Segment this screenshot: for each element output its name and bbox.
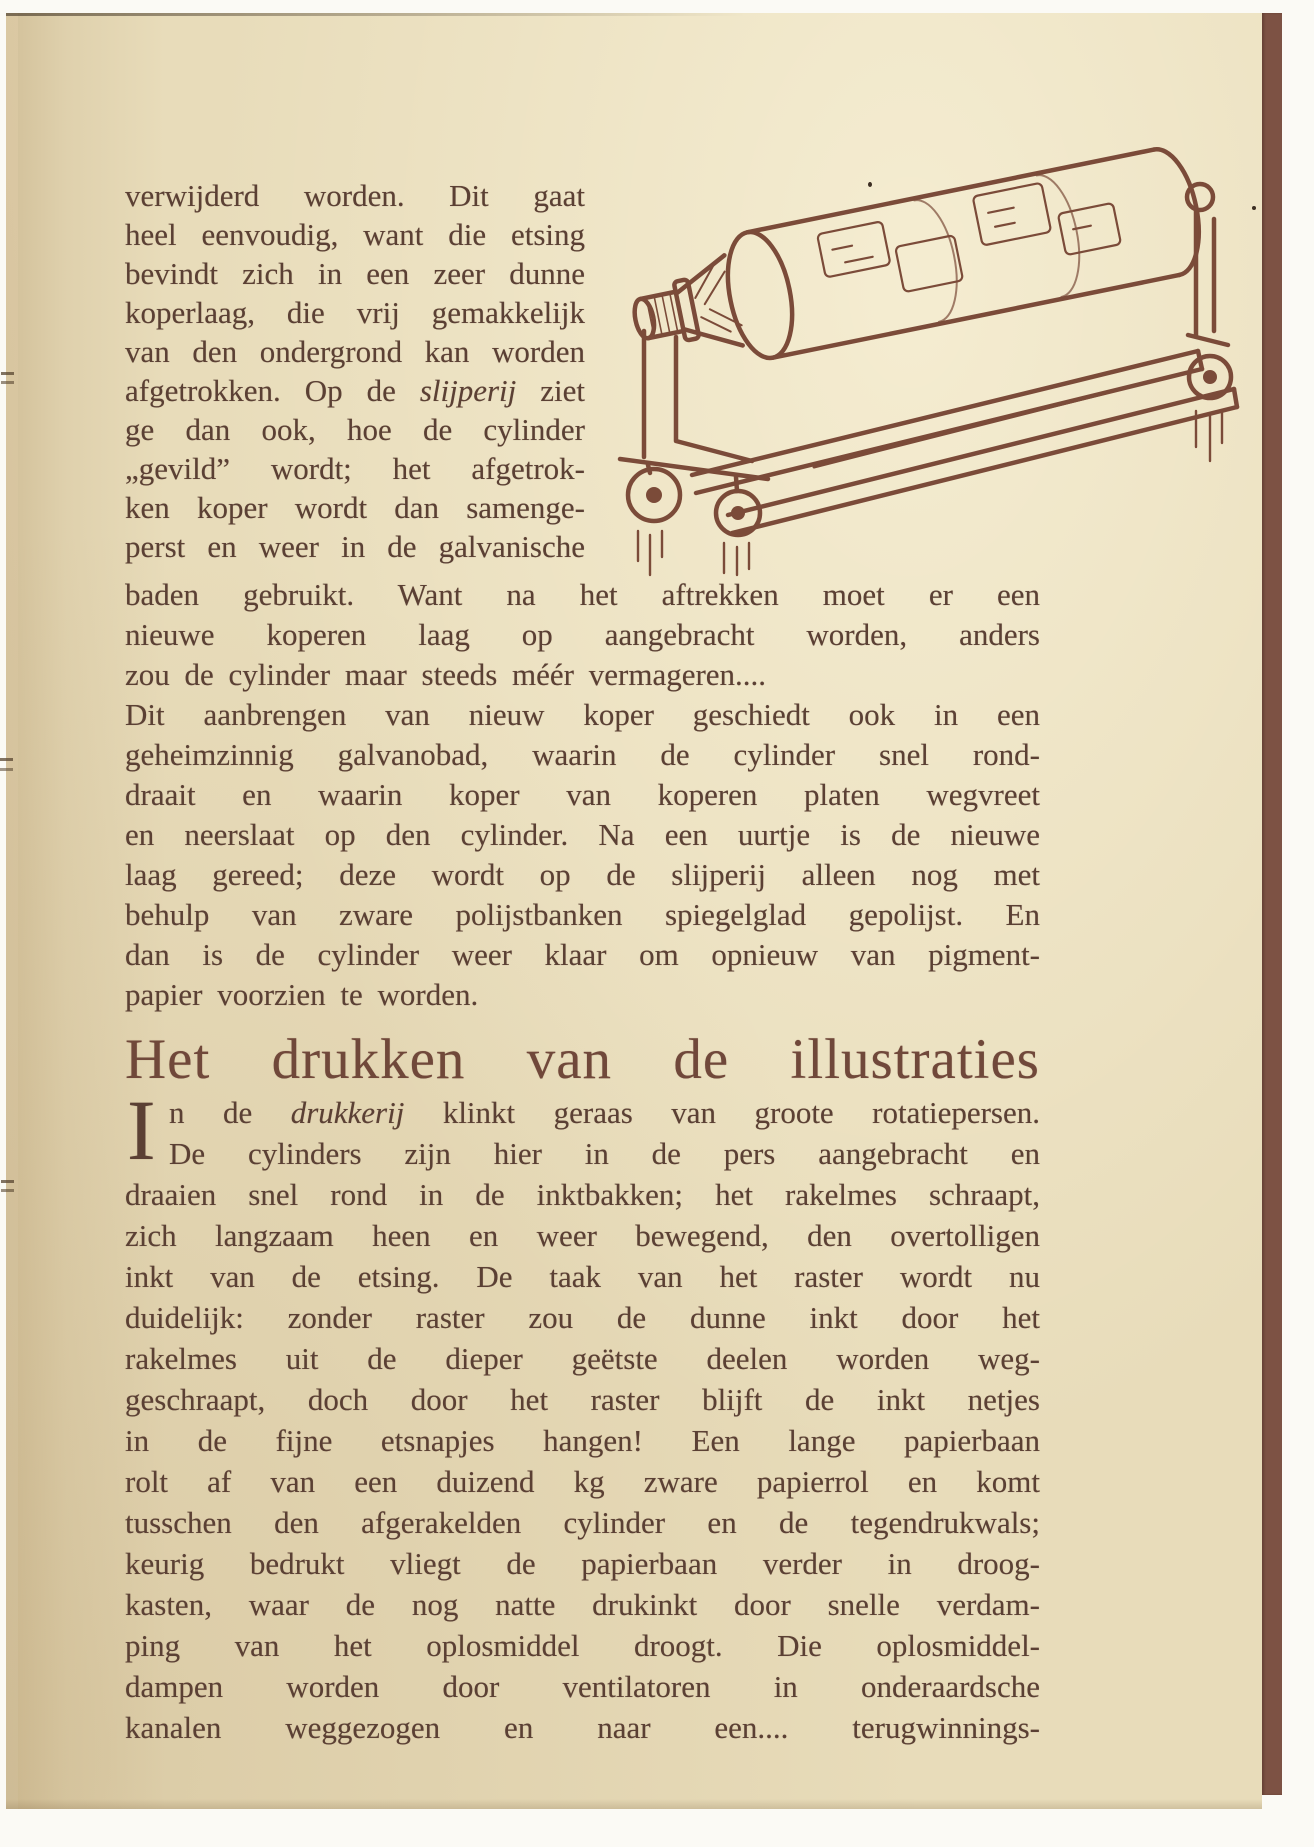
text-line: „gevild” wordt; het afgetrok- (125, 451, 585, 486)
text-line: zich langzaam heen en weer bewegend, den overtolligen (125, 1218, 1040, 1253)
text-line: Dit aanbrengen van nieuw koper geschiedt ook in een (125, 697, 1040, 732)
paragraph-copper-baths (125, 575, 1040, 695)
text-line: draaien snel rond in de inktbakken; het rakelmes schraapt, (125, 1177, 1040, 1212)
text-line: geschraapt, doch door het raster blijft de inkt netjes (125, 1382, 1040, 1417)
text-line: laag gereed; deze wordt op de slijperij alleen nog met (125, 857, 1040, 892)
text-line: bevindt zich in een zeer dunne (125, 256, 585, 291)
text-line: rakelmes uit de dieper geëtste deelen worden weg- (125, 1341, 1040, 1376)
text-line: inkt van de etsing. De taak van het raster wordt nu (125, 1259, 1040, 1294)
text-line: afgetrokken. Op de slijperij ziet (125, 373, 585, 408)
text-line: ping van het oplosmiddel droogt. Die oplosmiddel- (125, 1628, 1040, 1663)
text-line: ken koper wordt dan samenge- (125, 490, 585, 525)
axle-shaft (630, 279, 700, 350)
caster-wheel (628, 465, 680, 575)
text-line: ge dan ook, hoe de cylinder (125, 412, 585, 447)
text-line: geheimzinnig galvanobad, waarin de cylinder snel rond- (125, 737, 1040, 772)
page-bottom-edge (6, 1799, 1262, 1809)
paragraph-drukkerij (125, 1092, 1040, 1748)
text-line: behulp van zware polijstbanken spiegelglad gepolijst. En (125, 897, 1040, 932)
text-line: n de drukkerij klinkt geraas van groote rotatiepersen. (169, 1095, 1040, 1130)
text-line: van den ondergrond kan worden (125, 334, 585, 369)
text-line: nieuwe koperen laag op aangebracht worden, anders (125, 617, 1040, 652)
text-line: duidelijk: zonder raster zou de dunne inkt door het (125, 1300, 1040, 1335)
text-line: in de fijne etsnapjes hangen! Een lange papierbaan (125, 1423, 1040, 1458)
text-line: perst en weer in de galvanische (125, 529, 585, 564)
text-line: papier voorzien te worden. (125, 977, 479, 1012)
text-line: zou de cylinder maar steeds méér vermageren.... (125, 657, 767, 692)
intro-column (125, 176, 585, 566)
text-line: en neerslaat op den cylinder. Na een uurtje is de nieuwe (125, 817, 1040, 852)
text-line: tusschen den afgerakelden cylinder en de tegendrukwals; (125, 1505, 1040, 1540)
text-line: dan is de cylinder weer klaar om opnieuw van pigment- (125, 937, 1040, 972)
text-line: kasten, waar de nog natte drukinkt door snelle verdam- (125, 1587, 1040, 1622)
text-line: draait en waarin koper van koperen platen wegvreet (125, 777, 1040, 812)
binding-mark (1, 1180, 14, 1183)
text-line: baden gebruikt. Want na het aftrekken moet er een (125, 577, 1040, 612)
text-line: rolt af van een duizend kg zware papierrol en komt (125, 1464, 1040, 1499)
text-line: heel eenvoudig, want die etsing (125, 217, 585, 252)
text-line: verwijderd worden. Dit gaat (125, 178, 585, 213)
binding-mark (0, 758, 13, 761)
text-line: De cylinders zijn hier in de pers aangebracht en (169, 1136, 1040, 1171)
scan-top-edge (6, 13, 746, 16)
text-line: dampen worden door ventilatoren in onderaardsche (125, 1669, 1040, 1704)
etched-plate-pattern (816, 170, 1122, 307)
text-line: kanalen weggezogen en naar een.... terugwinnings- (125, 1710, 1040, 1745)
paragraph-galvanobad (125, 695, 1040, 1015)
scan-speck (1252, 206, 1256, 210)
trolley-rails (692, 351, 1237, 533)
section-heading: Het drukken van de illustraties (125, 1028, 1040, 1091)
drop-cap: I (127, 1082, 156, 1178)
gravure-cylinder (623, 144, 1209, 383)
trolley-stand (620, 184, 1237, 575)
text-line: koperlaag, die vrij gemakkelijk (125, 295, 585, 330)
text-line: keurig bedrukt vliegt de papierbaan verder in droog- (125, 1546, 1040, 1581)
binding-mark (1, 372, 14, 375)
page-spine-edge (6, 13, 18, 1809)
cover-edge-band (1262, 13, 1282, 1795)
